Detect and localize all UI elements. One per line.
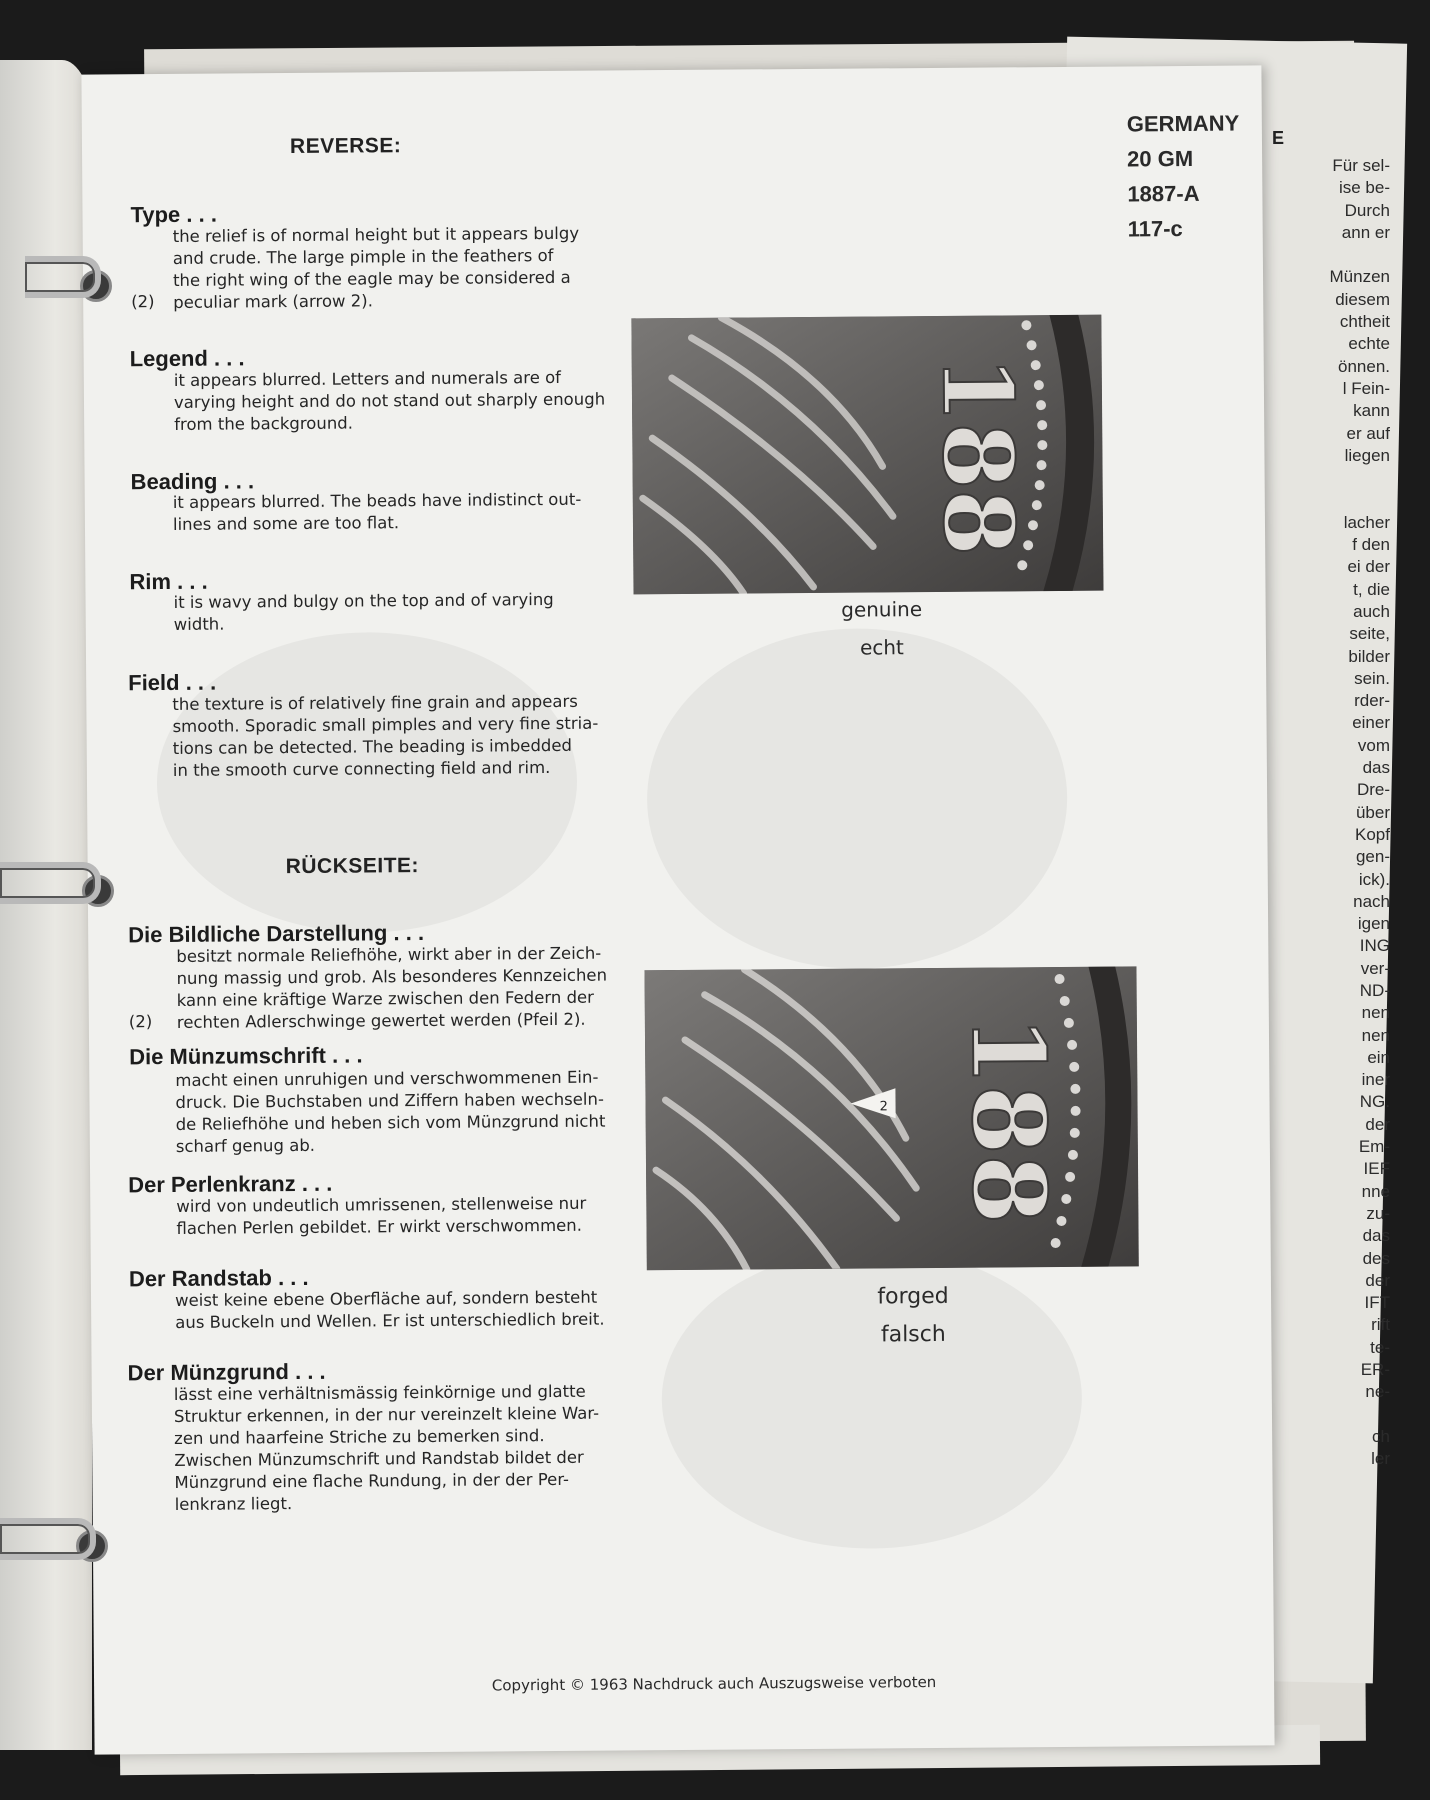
- adjacent-page-line: Kopf: [1355, 824, 1390, 844]
- desc-line: nung massig und grob. Als besonderes Kennzeichen: [176, 965, 608, 988]
- ghost-coin-right: [646, 627, 1069, 970]
- adjacent-page-line: vom: [1357, 735, 1390, 755]
- adjacent-page-line: ei der: [1347, 557, 1390, 577]
- adjacent-page-line: ER-: [1360, 1360, 1390, 1380]
- desc-line: weist keine ebene Oberfläche auf, sondern besteht: [174, 1287, 598, 1310]
- adjacent-page-line: liegen: [1344, 445, 1390, 465]
- adjacent-page-line: [1270, 1404, 1390, 1426]
- desc-line: it appears blurred. Letters and numerals are of: [173, 367, 562, 390]
- adjacent-page-line: diesem: [1335, 289, 1390, 309]
- genuine-caption-en: genuine: [841, 597, 923, 622]
- adjacent-page-line: sein.: [1354, 668, 1390, 688]
- rueckseite-term-randstab: Der Randstab . . .: [128, 1264, 309, 1292]
- genuine-coin-digits: 188: [920, 355, 1036, 557]
- desc-line: smooth. Sporadic small pimples and very fine stria-: [172, 713, 599, 736]
- desc-line: peculiar mark (arrow 2).: [173, 291, 373, 312]
- adjacent-page-line: des: [1362, 1248, 1390, 1268]
- desc-line: scharf genug ab.: [175, 1135, 316, 1156]
- reverse-desc-field: [172, 690, 619, 782]
- forged-caption: [813, 1277, 1014, 1355]
- adjacent-page-line: gen-: [1355, 847, 1390, 867]
- adjacent-page-line: igen: [1357, 914, 1390, 934]
- adjacent-page-line: das: [1362, 1226, 1390, 1246]
- adjacent-page-line: Dre-: [1356, 780, 1390, 800]
- adjacent-page-line: Münzen: [1329, 267, 1390, 287]
- reverse-marker-type: (2): [131, 292, 155, 312]
- adjacent-page-line: auch: [1353, 601, 1390, 621]
- desc-line: it appears blurred. The beads have indistinct out-: [172, 489, 582, 512]
- left-binder-page: [0, 60, 92, 1750]
- forged-caption-de: falsch: [880, 1321, 946, 1348]
- adjacent-page-line: önnen.: [1338, 356, 1390, 376]
- desc-line: aus Buckeln und Wellen. Er ist unterschiedlich breit.: [175, 1309, 605, 1332]
- adjacent-page-line: [1270, 244, 1390, 266]
- adjacent-page-line: ise be-: [1338, 178, 1390, 198]
- reverse-term-legend: Legend . . .: [129, 345, 245, 372]
- reverse-term-field: Field . . .: [128, 669, 217, 696]
- adjacent-page-line: rift: [1371, 1315, 1390, 1335]
- forged-coin-photo: [644, 966, 1138, 1270]
- desc-line: the right wing of the eagle may be considered a: [172, 267, 571, 290]
- adjacent-page-line: ler: [1371, 1449, 1390, 1469]
- desc-line: tions can be detected. The beading is imbedded: [172, 735, 573, 758]
- adjacent-page-line: [1270, 467, 1390, 489]
- reverse-desc-type: [173, 222, 620, 314]
- adjacent-page-line: nen: [1361, 1003, 1390, 1023]
- adjacent-page-line: nne: [1361, 1181, 1390, 1201]
- adjacent-page-line: IFT: [1364, 1293, 1390, 1313]
- adjacent-page-line: ING: [1359, 936, 1390, 956]
- desc-line: kann eine kräftige Warze zwischen den Federn der: [176, 987, 595, 1010]
- desc-line: and crude. The large pimple in the feathers of: [172, 245, 554, 268]
- adjacent-page-line: t, die: [1353, 579, 1390, 599]
- adjacent-page-line: über: [1355, 802, 1390, 822]
- adjacent-page-line: er auf: [1346, 423, 1390, 443]
- binder-ring-bottom: [0, 1518, 96, 1560]
- country-label: GERMANY: [1126, 110, 1240, 137]
- reverse-desc-beading: [173, 488, 619, 536]
- adjacent-page-line: nen: [1361, 1025, 1390, 1045]
- ghost-coin-left: [156, 631, 578, 934]
- adjacent-page-line: te-: [1370, 1337, 1390, 1357]
- desc-line: flachen Perlen gebildet. Er wirkt verschwommen.: [176, 1215, 583, 1238]
- adjacent-page-line: f den: [1352, 535, 1390, 555]
- adjacent-page-line: zu-: [1366, 1203, 1390, 1223]
- rueckseite-desc-umschrift: [175, 1066, 634, 1158]
- adjacent-page-line: ch: [1372, 1426, 1390, 1446]
- adjacent-page-line: Durch: [1344, 200, 1390, 220]
- rueckseite-desc-randstab: [175, 1286, 633, 1334]
- copyright-notice: Copyright © 1963 Nachdruck auch Auszugsweise verboten: [491, 1672, 937, 1695]
- reverse-desc-rim: [173, 588, 619, 636]
- binder-ring-middle: [0, 862, 101, 904]
- adjacent-page-line: chtheit: [1339, 312, 1390, 332]
- adjacent-page-line: IEF: [1363, 1159, 1390, 1179]
- adjacent-page-line: rder-: [1354, 691, 1390, 711]
- desc-line: from the background.: [174, 413, 354, 434]
- forged-arrow-label: 2: [879, 1099, 888, 1115]
- adjacent-page-line: der: [1365, 1114, 1390, 1134]
- denomination-label: 20 GM: [1127, 145, 1194, 172]
- rueckseite-term-darstellung: Die Bildliche Darstellung . . .: [128, 919, 425, 948]
- adjacent-page-line: nach: [1353, 891, 1390, 911]
- desc-line: width.: [173, 614, 225, 634]
- desc-line: Struktur erkennen, in der nur vereinzelt kleine War-: [173, 1403, 600, 1426]
- adjacent-page-line: lacher: [1343, 512, 1390, 532]
- desc-line: de Reliefhöhe und heben sich vom Münzgrund nicht: [175, 1111, 606, 1134]
- desc-line: Münzgrund eine flache Rundung, in der der Per-: [174, 1469, 570, 1492]
- desc-line: varying height and do not stand out sharply enough: [173, 389, 606, 412]
- adjacent-page-line: ann er: [1341, 222, 1390, 242]
- rueckseite-desc-perlenkranz: [176, 1192, 634, 1240]
- desc-line: Zwischen Münzumschrift und Randstab bildet der: [174, 1447, 584, 1470]
- reverse-term-beading: Beading . . .: [130, 468, 255, 495]
- year-mint-label: 1887-A: [1127, 180, 1200, 207]
- desc-line: wird von undeutlich umrissenen, stellenweise nur: [176, 1193, 587, 1216]
- reverse-desc-legend: [174, 366, 621, 436]
- rueckseite-title: RÜCKSEITE:: [285, 854, 420, 879]
- rueckseite-desc-muenzgrund: [174, 1380, 635, 1516]
- desc-line: it is wavy and bulgy on the top and of varying: [173, 589, 554, 612]
- forged-caption-en: forged: [877, 1283, 949, 1310]
- adjacent-page-line: ick).: [1358, 869, 1390, 889]
- genuine-caption-de: echt: [859, 635, 904, 660]
- adjacent-page-line: l Fein-: [1342, 378, 1390, 398]
- reverse-term-rim: Rim . . .: [129, 568, 208, 595]
- adjacent-page-line: das: [1362, 758, 1390, 778]
- catalog-code-label: 117-c: [1127, 216, 1183, 242]
- adjacent-page-line: bilder: [1348, 646, 1390, 666]
- adjacent-page-text: [1270, 155, 1390, 1471]
- adjacent-page-line: NG.: [1359, 1092, 1390, 1112]
- desc-line: zen und haarfeine Striche zu bemerken sind.: [174, 1426, 545, 1448]
- desc-line: besitzt normale Reliefhöhe, wirkt aber in der Zeich-: [176, 943, 602, 966]
- adjacent-page-line: echte: [1348, 334, 1390, 354]
- desc-line: macht einen unruhigen und verschwommenen Ein-: [175, 1067, 599, 1090]
- reverse-term-type: Type . . .: [130, 201, 218, 228]
- binder-ring-top: [25, 256, 101, 298]
- genuine-coin-photo: [631, 315, 1103, 595]
- adjacent-page-line: ne-: [1365, 1382, 1390, 1402]
- adjacent-page-line: ver-: [1360, 958, 1390, 978]
- adjacent-page-heading: E: [1272, 128, 1285, 148]
- genuine-caption: [781, 590, 982, 668]
- adjacent-page-line: kann: [1353, 401, 1390, 421]
- adjacent-page-line: der: [1365, 1270, 1390, 1290]
- adjacent-page-line: Em-: [1358, 1137, 1390, 1157]
- adjacent-page-line: seite,: [1349, 624, 1390, 644]
- desc-line: rechten Adlerschwinge gewertet werden (Pfeil 2).: [176, 1009, 586, 1032]
- adjacent-page-line: [1270, 489, 1390, 511]
- adjacent-page-line: einer: [1352, 713, 1390, 733]
- rueckseite-term-perlenkranz: Der Perlenkranz . . .: [128, 1170, 333, 1198]
- desc-line: lässt eine verhältnismässig feinkörnige und glatte: [173, 1381, 586, 1404]
- desc-line: the texture is of relatively fine grain and appears: [172, 691, 578, 714]
- rueckseite-desc-darstellung: [176, 942, 635, 1034]
- coin-identifier: [1127, 105, 1288, 246]
- desc-line: the relief is of normal height but it appears bulgy: [172, 223, 580, 246]
- rueckseite-term-muenzgrund: Der Münzgrund . . .: [127, 1358, 326, 1386]
- desc-line: in the smooth curve connecting field and rim.: [172, 757, 551, 780]
- desc-line: lenkranz liegt.: [174, 1494, 293, 1514]
- adjacent-page-line: iner: [1361, 1070, 1390, 1090]
- adjacent-page-line: ein: [1367, 1047, 1390, 1067]
- adjacent-page-line: Für sel-: [1332, 156, 1390, 175]
- catalog-page: [81, 65, 1274, 1754]
- adjacent-page-line: ND-: [1359, 980, 1390, 1000]
- rueckseite-term-umschrift: Die Münzumschrift . . .: [129, 1042, 363, 1070]
- desc-line: lines and some are too flat.: [172, 513, 400, 534]
- reverse-title: REVERSE:: [289, 134, 402, 159]
- rueckseite-marker-darstellung: (2): [128, 1012, 153, 1032]
- desc-line: druck. Die Buchstaben und Ziffern haben wechseln-: [175, 1089, 604, 1112]
- forged-coin-digits: 188: [948, 1014, 1069, 1225]
